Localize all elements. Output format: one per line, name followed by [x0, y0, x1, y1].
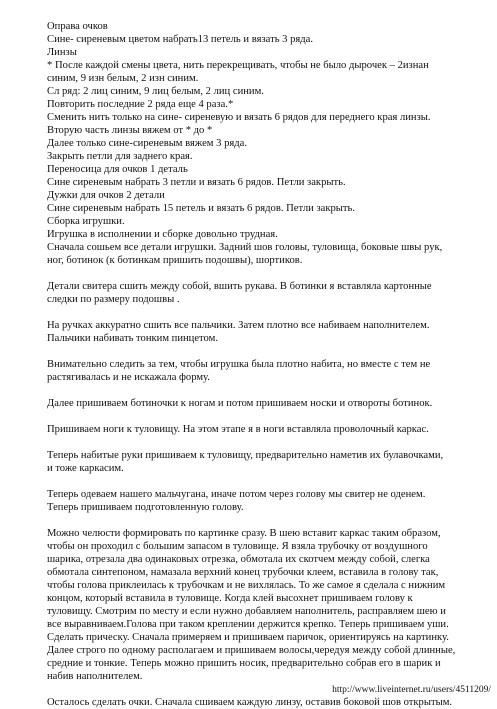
- paragraph-arms: [47, 449, 472, 475]
- text-line: Детали свитера сшить между собой, вшить рукава. В ботинки я вставляла картонные: [47, 281, 432, 292]
- paragraph-dressing: [47, 488, 472, 514]
- text-line: Далее пришиваем ботиночки к ногам и потом пришиваем носки и отвороты ботинок.: [47, 398, 433, 409]
- text-line: Пришиваем ноги к туловищу. На этом этапе я в ноги вставляла проволочный каркас.: [47, 424, 429, 435]
- text-line: Повторить последние 2 ряда еще 4 раза.*: [47, 99, 234, 110]
- heading-lenses: Линзы: [47, 47, 77, 58]
- heading-assembly: Сборка игрушки.: [47, 216, 125, 227]
- heading-glasses-frame: Оправа очков: [47, 21, 108, 32]
- text-line: туловищу. Смотрим по месту и если нужно добавляем наполнитель, расправляем шею и: [47, 606, 446, 617]
- text-line: Теперь набитые руки пришиваем к туловищу, предварительно наметив их булавочками,: [47, 450, 444, 461]
- text-line: шарика, отрезала два одинаковых отрезка, обмотала их скотчем между собой, слегка: [47, 554, 430, 565]
- heading-bridge: Переносица для очков 1 деталь: [47, 164, 188, 175]
- text-line: Далее только сине-сиреневым вяжем 3 ряда.: [47, 138, 247, 149]
- heading-temples: Дужки для очков 2 детали: [47, 190, 165, 201]
- paragraph-boots: [47, 397, 472, 410]
- text-line: Закрыть петли для заднего края.: [47, 151, 193, 162]
- text-line: следки по размеру подошвы .: [47, 294, 180, 305]
- paragraph-glasses-sewing: [47, 696, 472, 709]
- text-line: средние и тонкие. Теперь можно пришить носик, предварительно собрав его в шарик и: [47, 658, 441, 669]
- text-line: набив наполнителем.: [47, 671, 143, 682]
- text-line: Сине сиреневым набрать 3 петли и вязать 6 рядов. Петли закрыть.: [47, 177, 346, 188]
- text-line: синим, 9 изн белым, 2 изн синим.: [47, 73, 199, 84]
- text-line: * После каждой смены цвета, нить перекрещивать, чтобы не было дырочек – 2изнан: [47, 60, 429, 71]
- text-line: Сменить нить только на сине- сиреневую и вязать 6 рядов для переднего края линзы.: [47, 112, 431, 123]
- text-line: Теперь одеваем нашего мальчугана, иначе потом через голову мы свитер не оденем.: [47, 489, 426, 500]
- paragraph-glasses-pattern: [47, 20, 472, 267]
- text-line: Внимательно следить за тем, чтобы игрушка была плотно набита, но вместе с тем не: [47, 359, 431, 370]
- text-line: Сначала сошьем все детали игрушки. Задний шов головы, туловища, боковые швы рук,: [47, 242, 443, 253]
- text-line: ног, ботинок (к ботинкам пришить подошвы), шортиков.: [47, 255, 303, 266]
- text-line: обмотала синтепоном, намазала верхний конец трубочки клеем, вставила в голову так,: [47, 567, 439, 578]
- text-line: Сделать прическу. Сначала примеряем и пришиваем паричок, ориентируясь на картинку.: [47, 632, 449, 643]
- text-line: растягивалась и не искажала форму.: [47, 372, 210, 383]
- text-line: и тоже каркасим.: [47, 463, 124, 474]
- text-line: Сине сиреневым набрать 15 петель и вязать 6 рядов. Петли закрыть.: [47, 203, 356, 214]
- paragraph-head-assembly: [47, 527, 472, 683]
- text-line: Сине- сиреневым цветом набрать13 петель и вязать 3 ряда.: [47, 34, 314, 45]
- text-line: все выравниваем.Голова при таком креплении держится крепко. Теперь пришиваем уши.: [47, 619, 449, 630]
- text-line: Игрушка в исполнении и сборке довольно трудная.: [47, 229, 278, 240]
- text-line: Вторую часть линзы вяжем от * до *: [47, 125, 213, 136]
- text-line: чтобы он проходил с большим запасом в туловище. Я взяла трубочку от воздушного: [47, 541, 428, 552]
- document-body: [47, 20, 472, 709]
- text-line: Пальчики набивать тонким пинцетом.: [47, 333, 218, 344]
- text-line: Сл ряд: 2 лиц синим, 9 лиц белым, 2 лиц синим.: [47, 86, 264, 97]
- text-line: Теперь пришиваем подготовленную голову.: [47, 502, 244, 513]
- text-line: На ручках аккуратно сшить все пальчики. Затем плотно все набиваем наполнителем.: [47, 320, 430, 331]
- text-line: Далее строго по одному располагаем и пришиваем волосы,чередуя между собой длинные,: [47, 645, 456, 656]
- paragraph-sweater: [47, 280, 472, 306]
- paragraph-legs: [47, 423, 472, 436]
- source-url: http://www.liveinternet.ru/users/4511209/: [332, 685, 491, 695]
- paragraph-stuffing: [47, 358, 472, 384]
- text-line: Можно челюсти формировать по картинке сразу. В шею вставит каркас таким образом,: [47, 528, 441, 539]
- text-line: чтобы голова приклеилась к трубочкам и не вихлялась. То же самое я сделала с нижним: [47, 580, 446, 591]
- paragraph-fingers: [47, 319, 472, 345]
- text-line: Осталось сделать очки. Сначала сшиваем каждую линзу, оставив боковой шов открытым.: [47, 697, 453, 708]
- text-line: концом, который вставила в туловище. Когда клей высохнет пришиваем голову к: [47, 593, 413, 604]
